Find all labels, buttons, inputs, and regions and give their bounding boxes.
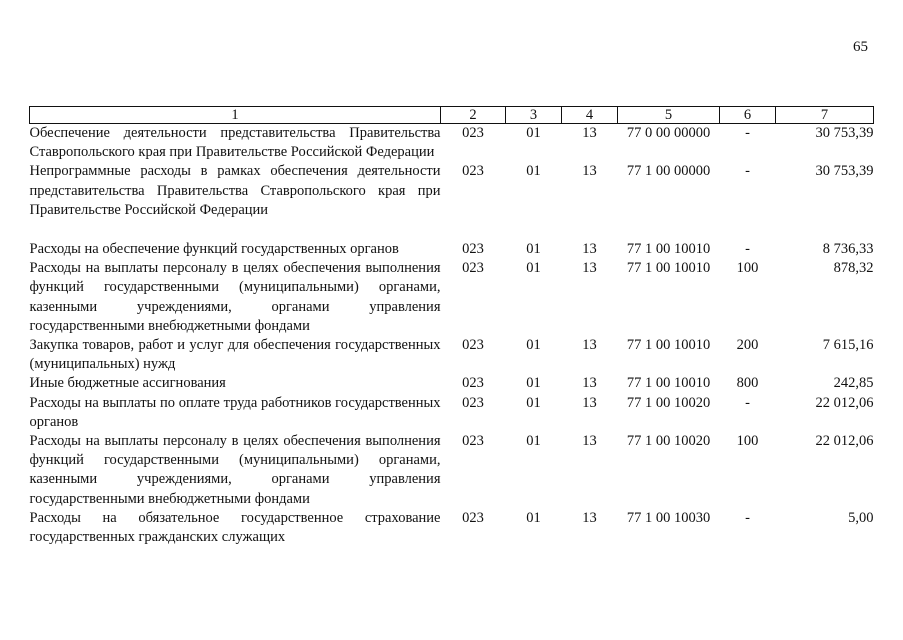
header-row — [30, 107, 874, 124]
row-subsection: 13 — [582, 509, 597, 526]
row-target: 77 1 00 10010 — [626, 375, 711, 392]
row-target: 77 1 00 10010 — [626, 337, 711, 354]
spacer-cell — [30, 220, 874, 240]
row-target: 77 1 00 00000 — [626, 163, 711, 180]
row-subsection: 13 — [582, 394, 597, 411]
row-subsection: 13 — [582, 433, 597, 450]
row-amount: 242,85 — [833, 375, 874, 392]
header-col-4: 4 — [562, 107, 618, 124]
header-col-2: 2 — [441, 107, 506, 124]
row-code: 023 — [462, 125, 484, 141]
row-type: - — [745, 509, 750, 526]
row-code: 023 — [462, 337, 484, 354]
row-name: Иные бюджетные ассигнования — [29, 375, 226, 392]
row-type: 100 — [736, 260, 759, 277]
row-section: 01 — [526, 509, 541, 526]
row-name: Расходы на обеспечение функций государственных органов — [29, 241, 399, 258]
row-code: 023 — [462, 163, 484, 180]
header-col-6: 6 — [720, 107, 776, 124]
row-code: 023 — [462, 375, 484, 392]
row-subsection: 13 — [582, 163, 597, 180]
row-section: 01 — [526, 163, 541, 180]
row-type: 800 — [736, 375, 759, 392]
row-type: 100 — [736, 433, 759, 450]
table-row — [30, 509, 874, 547]
row-name: Расходы на выплаты персоналу в целях обеспечения выполнения функций государственными (муниципальными) органами, казенными учреждениями, органами управления государственными внебюджетными фондами — [29, 260, 441, 334]
table-row — [30, 374, 874, 393]
row-section: 01 — [526, 375, 541, 392]
row-name: Расходы на обязательное государственное страхование государственных гражданских служащих — [29, 509, 441, 546]
row-subsection: 13 — [582, 375, 597, 392]
table-row — [30, 336, 874, 374]
row-subsection: 13 — [582, 241, 597, 258]
header-col-7: 7 — [776, 107, 874, 124]
row-amount: 22 012,06 — [815, 433, 874, 450]
row-type: - — [745, 241, 750, 258]
row-subsection: 13 — [582, 260, 597, 277]
row-type: - — [745, 163, 750, 180]
header-col-3: 3 — [506, 107, 562, 124]
row-name: Расходы на выплаты по оплате труда работников государственных органов — [29, 394, 441, 430]
table-row — [30, 162, 874, 220]
row-code: 023 — [462, 433, 484, 450]
row-section: 01 — [526, 241, 541, 258]
row-section: 01 — [526, 337, 541, 354]
row-section: 01 — [526, 394, 541, 411]
row-type: 200 — [736, 337, 759, 354]
row-amount: 7 615,16 — [822, 337, 874, 354]
row-amount: 30 753,39 — [815, 125, 874, 141]
row-amount: 8 736,33 — [822, 241, 874, 258]
table-row — [30, 394, 874, 432]
page-number: 65 — [853, 39, 868, 55]
row-amount: 878,32 — [833, 260, 874, 277]
row-target: 77 1 00 10020 — [626, 433, 711, 450]
table-row — [30, 259, 874, 336]
row-subsection: 13 — [582, 337, 597, 354]
row-name: Расходы на выплаты персоналу в целях обеспечения выполнения функций государственными (муниципальными) органами, казенными учреждениями, органами управления государственными внебюджетными фондами — [29, 433, 441, 507]
row-code: 023 — [462, 241, 484, 258]
row-name: Обеспечение деятельности представительства Правительства Ставропольского края при Правительстве Российской Федерации — [29, 125, 441, 161]
row-name: Закупка товаров, работ и услуг для обеспечения государственных (муниципальных) нужд — [29, 337, 441, 373]
row-name: Непрограммные расходы в рамках обеспечения деятельности представительства Правительства Ставропольского края при Правительстве Российской Федерации — [29, 163, 441, 218]
row-code: 023 — [462, 260, 484, 277]
header-col-1: 1 — [30, 107, 441, 124]
row-target: 77 0 00 00000 — [626, 125, 711, 141]
row-section: 01 — [526, 433, 541, 450]
row-amount: 30 753,39 — [815, 163, 874, 180]
header-col-5: 5 — [618, 107, 720, 124]
row-code: 023 — [462, 509, 484, 526]
row-section: 01 — [526, 125, 541, 141]
row-type: - — [745, 394, 750, 411]
table-row — [30, 124, 874, 163]
row-section: 01 — [526, 260, 541, 277]
budget-table — [29, 106, 874, 547]
row-code: 023 — [462, 394, 484, 411]
spacer-row — [30, 220, 874, 240]
row-amount: 22 012,06 — [815, 394, 874, 411]
row-subsection: 13 — [582, 125, 597, 141]
row-type: - — [745, 125, 750, 141]
table-row — [30, 432, 874, 509]
row-target: 77 1 00 10030 — [626, 509, 711, 526]
row-target: 77 1 00 10020 — [626, 394, 711, 411]
row-target: 77 1 00 10010 — [626, 241, 711, 258]
table-row — [30, 240, 874, 259]
row-amount: 5,00 — [848, 509, 874, 526]
row-target: 77 1 00 10010 — [626, 260, 711, 277]
